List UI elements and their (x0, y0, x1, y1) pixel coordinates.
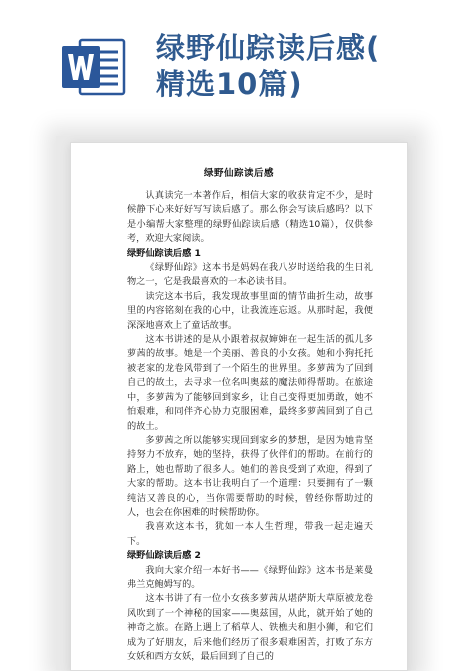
body-paragraph: 这本书讲述的是从小跟着叔叔婶婶在一起生活的孤儿多萝茜的故事。她是一个美丽、善良的小女孩。她和小狗托托被老家的龙卷风带到了一个陌生的世界里。多萝茜为了回到自己的故土，去寻求一位名叫奥兹的魔法师得帮助。在旅途中，多萝茜为了能够回到家乡，让自己变得更加勇敢，她不怕艰难，和同伴齐心协力克服困难，最终多萝茜回到了自己的故土。 (127, 334, 373, 432)
document-page (70, 142, 408, 671)
intro-paragraph: 认真读完一本著作后，相信大家的收获肯定不少，是时候静下心来好好写写读后感了。那么你会写读后感吗？以下是小编帮大家整理的绿野仙踪读后感（精选10篇），仅供参考，欢迎大家阅读。 (127, 190, 373, 245)
body-paragraph: 我向大家介绍一本好书——《绿野仙踪》这本书是莱曼弗兰克鲍姆写的。 (127, 564, 373, 590)
body-paragraph: 这本书讲了有一位小女孩多萝茜从堪萨斯大草原被龙卷风吹到了一个神秘的国家——奥兹国，从此，就开始了她的神奇之旅。在路上遇上了稻草人、铁樵夫和胆小狮，和它们成为了好朋友，后来他们经历了很多艰难困苦，打败了东方女妖和西方女妖，最后回到了自己的 (127, 593, 373, 662)
body-paragraph: 多萝茜之所以能够实现回到家乡的梦想，是因为她肯坚持努力不放弃，她的坚持，获得了伙伴们的帮助。在前行的路上，她也帮助了很多人。她们的善良受到了欢迎，得到了大家的帮助。这本书让我明白了一个道理：只要拥有了一颗纯洁又善良的心，当你需要帮助的时候，曾经你帮助过的人，也会在你困难的时候帮助你。 (127, 434, 373, 518)
body-paragraph: 我喜欢这本书，犹如一本人生哲理，带我一起走遍天下。 (127, 521, 373, 547)
document-body (127, 189, 373, 664)
body-paragraph: 《绿野仙踪》这本书是妈妈在我八岁时送给我的生日礼物之一，它是我最喜欢的一本必读书目。 (127, 262, 373, 288)
body-paragraph: 读完这本书后，我发现故事里面的情节曲折生动，故事里的内容铭刻在我的心中，让我流连忘返。从那时起，我便深深地喜欢上了童话故事。 (127, 290, 373, 331)
header-banner (0, 0, 474, 120)
word-doc-icon (62, 38, 126, 96)
page-title-line-1: 绿野仙踪读后感( (156, 31, 381, 65)
section-heading-1: 绿野仙踪读后感 1 (127, 247, 201, 259)
document-title: 绿野仙踪读后感 (203, 168, 274, 179)
page-title-line-2: 精选10篇) (156, 67, 303, 101)
section-heading-2: 绿野仙踪读后感 2 (127, 550, 201, 562)
